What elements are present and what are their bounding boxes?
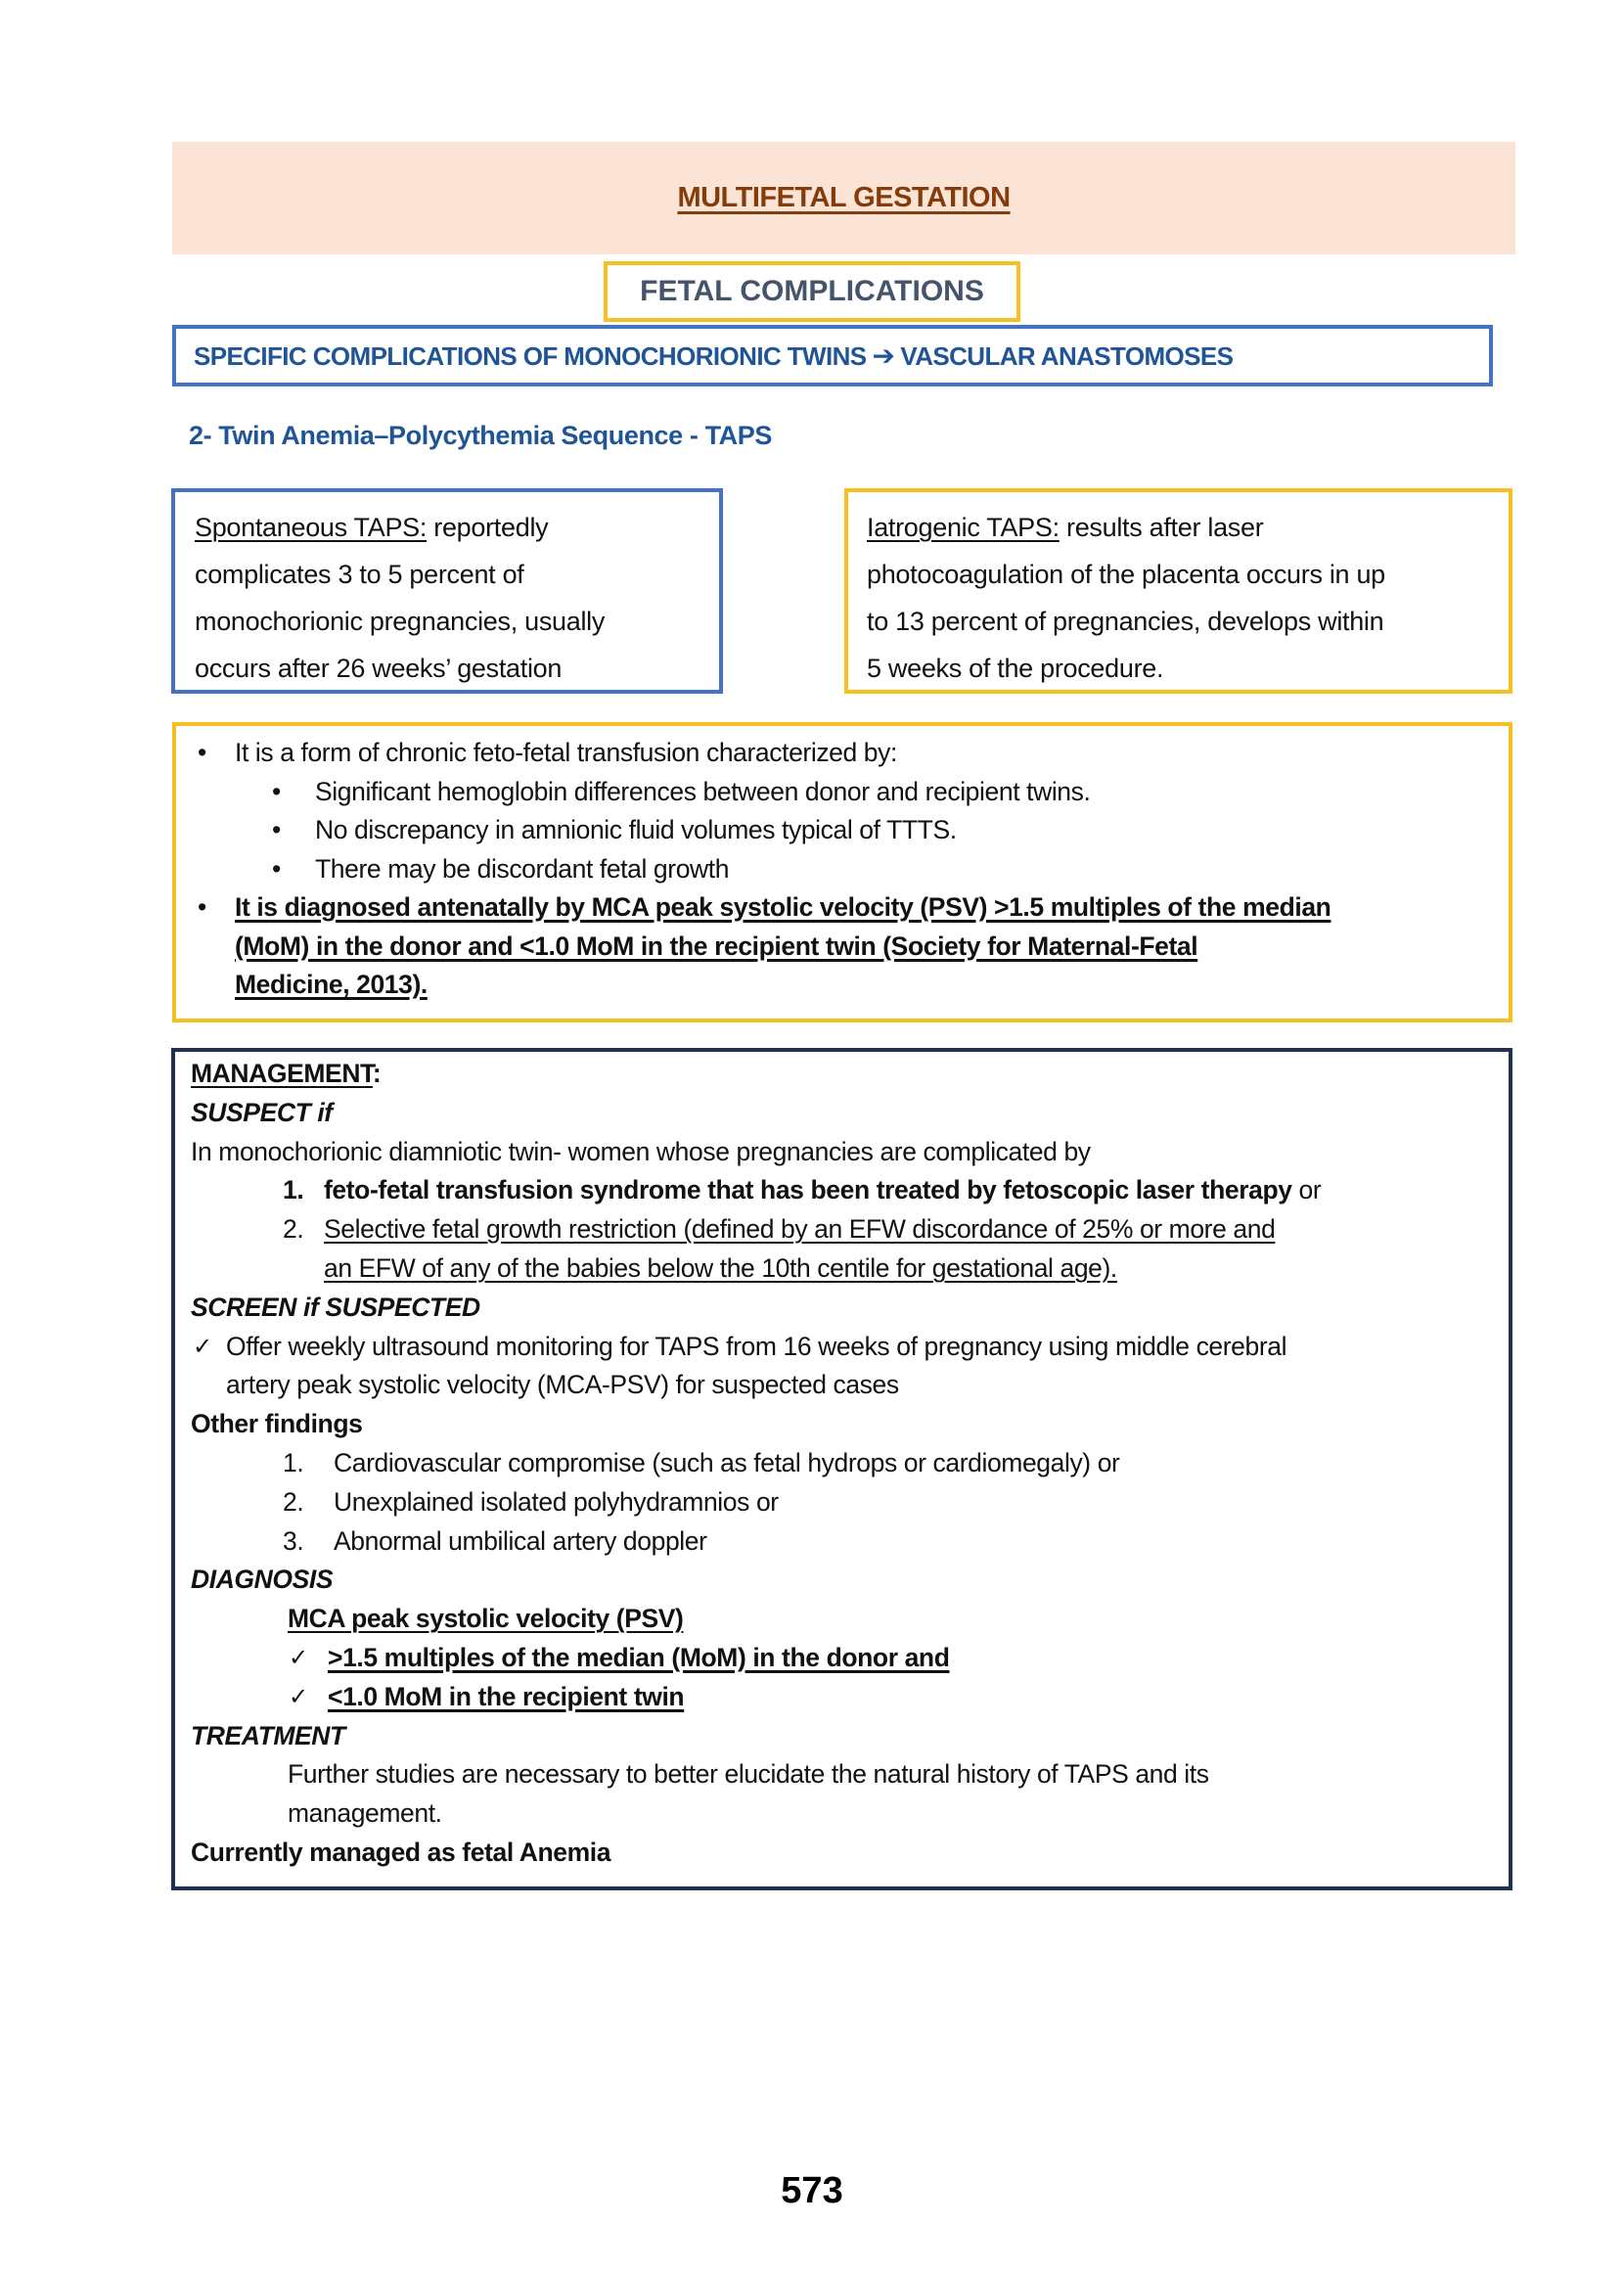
checkmark-icon: ✓ — [289, 1683, 308, 1710]
topic-box — [172, 325, 1493, 386]
management-heading: MANAGEMENT: — [191, 1059, 382, 1088]
list-item: • No discrepancy in amnionic fluid volumes typical of TTTS. — [176, 811, 1509, 850]
page-number: 573 — [781, 2170, 843, 2211]
list-item: 2. Selective fetal growth restriction (defined by an EFW discordance of 25% or more and — [283, 1214, 1276, 1245]
treatment-heading: TREATMENT — [191, 1720, 345, 1750]
list-item: 1. feto-fetal transfusion syndrome that has been treated by fetoscopic laser therapy or — [283, 1175, 1322, 1205]
treatment-text: Further studies are necessary to better elucidate the natural history of TAPS and its — [288, 1759, 1209, 1790]
arrow-right-icon: ➔ — [872, 340, 895, 371]
list-item: ✓ Offer weekly ultrasound monitoring for TAPS from 16 weeks of pregnancy using middle cerebral — [191, 1328, 1509, 1367]
spontaneous-line-3: monochorionic pregnancies, usually — [195, 607, 606, 636]
list-item: 1. Cardiovascular compromise (such as fetal hydrops or cardiomegaly) or — [283, 1447, 1120, 1477]
treatment-text-continuation: management. — [288, 1798, 442, 1829]
iatrogenic-line-1: Iatrogenic TAPS: results after laser — [867, 513, 1264, 542]
list-item: • It is a form of chronic feto-fetal transfusion characterized by: — [176, 734, 1509, 773]
list-item: • There may be discordant fetal growth — [176, 850, 1509, 889]
diagnosis-label: MCA peak systolic velocity (PSV) — [288, 1604, 684, 1634]
list-item: 2. Unexplained isolated polyhydramnios or — [283, 1486, 779, 1517]
management-box — [171, 1048, 1512, 1890]
list-item: ✓ <1.0 MoM in the recipient twin — [191, 1678, 1509, 1717]
section-title-box — [604, 261, 1020, 322]
spontaneous-line-4: occurs after 26 weeks’ gestation — [195, 654, 563, 683]
conclusion: Currently managed as fetal Anemia — [191, 1837, 611, 1867]
bullet-icon: • — [272, 776, 281, 806]
screen-heading: SCREEN if SUSPECTED — [191, 1292, 480, 1322]
iatrogenic-line-3: to 13 percent of pregnancies, develops within — [867, 607, 1384, 636]
list-item-continuation: artery peak systolic velocity (MCA-PSV) for suspected cases — [226, 1370, 899, 1400]
list-item: • Significant hemoglobin differences between donor and recipient twins. — [176, 773, 1509, 812]
list-item: 3. Abnormal umbilical artery doppler — [283, 1525, 707, 1556]
iatrogenic-taps-box — [844, 488, 1512, 694]
chapter-title: MULTIFETAL GESTATION — [677, 182, 1011, 213]
suspect-heading: SUSPECT if — [191, 1097, 333, 1127]
list-item: ✓ >1.5 multiples of the median (MoM) in the donor and — [191, 1639, 1509, 1678]
spontaneous-line-2: complicates 3 to 5 percent of — [195, 560, 524, 589]
checkmark-icon: ✓ — [193, 1333, 212, 1360]
checkmark-icon: ✓ — [289, 1644, 308, 1671]
bullet-icon: • — [272, 815, 281, 844]
suspect-intro: In monochorionic diamniotic twin- women whose pregnancies are complicated by — [191, 1136, 1091, 1166]
features-box — [172, 722, 1512, 1022]
chapter-header-band — [172, 142, 1515, 254]
bullet-icon: • — [198, 892, 206, 922]
bullet-icon: • — [272, 853, 281, 884]
bullet-icon: • — [198, 738, 206, 767]
list-item-continuation: (MoM) in the donor and <1.0 MoM in the recipient twin (Society for Maternal-Fetal — [235, 931, 1198, 961]
list-item: • It is diagnosed antenatally by MCA peak systolic velocity (PSV) >1.5 multiples of the median — [176, 888, 1509, 928]
list-item-continuation: Medicine, 2013). — [235, 970, 428, 999]
iatrogenic-label: Iatrogenic TAPS: — [867, 513, 1060, 542]
diagnosis-heading: DIAGNOSIS — [191, 1565, 334, 1595]
other-findings-heading: Other findings — [191, 1409, 363, 1439]
iatrogenic-line-4: 5 weeks of the procedure. — [867, 654, 1164, 683]
topic-title — [194, 340, 1233, 372]
section-title: FETAL COMPLICATIONS — [640, 275, 984, 307]
list-item-continuation: an EFW of any of the babies below the 10th centile for gestational age). — [324, 1252, 1117, 1283]
spontaneous-taps-box — [171, 488, 723, 694]
spontaneous-label: Spontaneous TAPS: — [195, 513, 428, 542]
iatrogenic-line-2: photocoagulation of the placenta occurs in up — [867, 560, 1385, 589]
topic-left: SPECIFIC COMPLICATIONS OF MONOCHORIONIC TWINS — [194, 341, 867, 371]
topic-right: VASCULAR ANASTOMOSES — [900, 341, 1234, 371]
subsection-title: 2- Twin Anemia–Polycythemia Sequence - TAPS — [189, 421, 772, 450]
spontaneous-line-1: Spontaneous TAPS: reportedly — [195, 513, 549, 542]
